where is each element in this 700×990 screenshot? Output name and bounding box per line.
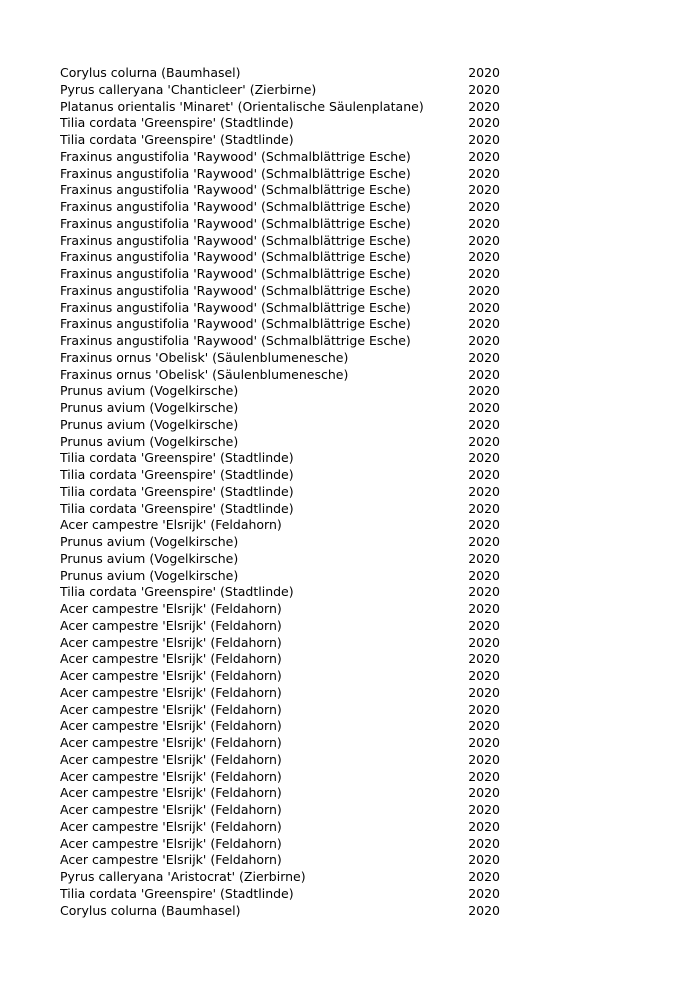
- planting-year: 2020: [468, 567, 500, 583]
- tree-species-name: Fraxinus angustifolia 'Raywood' (Schmalblättrige Esche): [60, 199, 411, 214]
- planting-year: 2020: [468, 534, 500, 549]
- planting-year: 2020: [468, 282, 500, 298]
- planting-year: 2020: [468, 366, 500, 382]
- table-row: [60, 367, 500, 384]
- tree-species-name: Fraxinus angustifolia 'Raywood' (Schmalblättrige Esche): [60, 148, 411, 164]
- planting-year: 2020: [468, 802, 500, 817]
- table-row: [60, 266, 500, 283]
- planting-year: 2020: [468, 416, 500, 432]
- tree-species-name: Acer campestre 'Elsrijk' (Feldahorn): [60, 751, 282, 767]
- table-row: [60, 99, 500, 116]
- table-row: [60, 903, 500, 920]
- tree-species-name: Acer campestre 'Elsrijk' (Feldahorn): [60, 634, 282, 650]
- tree-species-name: Acer campestre 'Elsrijk' (Feldahorn): [60, 617, 282, 633]
- planting-year: 2020: [468, 852, 500, 868]
- tree-species-name: Pyrus calleryana 'Chanticleer' (Zierbirne): [60, 81, 317, 97]
- table-row: [60, 651, 500, 668]
- planting-year: 2020: [468, 333, 500, 348]
- planting-year: 2020: [468, 232, 500, 248]
- table-row: [60, 383, 500, 400]
- tree-species-name: Tilia cordata 'Greenspire' (Stadtlinde): [60, 450, 294, 466]
- tree-species-name: Fraxinus angustifolia 'Raywood' (Schmalblättrige Esche): [60, 249, 411, 265]
- tree-species-name: Tilia cordata 'Greenspire' (Stadtlinde): [60, 115, 294, 131]
- tree-species-name: Prunus avium (Vogelkirsche): [60, 400, 239, 415]
- planting-year: 2020: [468, 500, 500, 516]
- table-row: [60, 718, 500, 735]
- tree-species-name: Acer campestre 'Elsrijk' (Feldahorn): [60, 735, 282, 750]
- planting-year: 2020: [468, 433, 500, 449]
- tree-species-name: Acer campestre 'Elsrijk' (Feldahorn): [60, 601, 282, 616]
- planting-year: 2020: [468, 349, 500, 365]
- table-row: [60, 166, 500, 183]
- table-row: [60, 182, 500, 199]
- tree-species-name: Acer campestre 'Elsrijk' (Feldahorn): [60, 835, 282, 851]
- planting-year: 2020: [468, 902, 500, 918]
- table-row: [60, 199, 500, 216]
- tree-species-name: Tilia cordata 'Greenspire' (Stadtlinde): [60, 885, 294, 901]
- table-row: [60, 785, 500, 802]
- tree-species-name: Pyrus calleryana 'Aristocrat' (Zierbirne): [60, 869, 306, 884]
- planting-year: 2020: [468, 165, 500, 181]
- planting-year: 2020: [468, 215, 500, 231]
- tree-species-name: Fraxinus angustifolia 'Raywood' (Schmalblättrige Esche): [60, 282, 411, 298]
- tree-species-name: Prunus avium (Vogelkirsche): [60, 567, 239, 583]
- table-row: [60, 484, 500, 501]
- table-row: [60, 618, 500, 635]
- table-row: [60, 149, 500, 166]
- table-row: [60, 702, 500, 719]
- table-row: [60, 735, 500, 752]
- table-row: [60, 836, 500, 853]
- tree-species-name: Fraxinus angustifolia 'Raywood' (Schmalblättrige Esche): [60, 182, 411, 198]
- planting-year: 2020: [468, 701, 500, 717]
- tree-species-name: Acer campestre 'Elsrijk' (Feldahorn): [60, 701, 282, 717]
- table-row: [60, 249, 500, 266]
- planting-year: 2020: [468, 182, 500, 198]
- tree-species-name: Acer campestre 'Elsrijk' (Feldahorn): [60, 718, 282, 734]
- table-row: [60, 82, 500, 99]
- planting-year: 2020: [468, 132, 500, 147]
- planting-year: 2020: [468, 768, 500, 784]
- table-row: [60, 584, 500, 601]
- planting-year: 2020: [468, 249, 500, 265]
- planting-year: 2020: [468, 316, 500, 332]
- tree-species-name: Fraxinus angustifolia 'Raywood' (Schmalblättrige Esche): [60, 299, 411, 315]
- planting-year: 2020: [468, 818, 500, 834]
- table-row: [60, 668, 500, 685]
- tree-species-name: Acer campestre 'Elsrijk' (Feldahorn): [60, 517, 282, 533]
- tree-species-name: Acer campestre 'Elsrijk' (Feldahorn): [60, 785, 282, 801]
- planting-year: 2020: [468, 383, 500, 399]
- planting-year: 2020: [468, 115, 500, 131]
- tree-table: [60, 65, 500, 919]
- table-row: [60, 233, 500, 250]
- planting-year: 2020: [468, 584, 500, 600]
- table-row: [60, 450, 500, 467]
- tree-species-name: Acer campestre 'Elsrijk' (Feldahorn): [60, 668, 282, 683]
- table-row: [60, 283, 500, 300]
- table-row: [60, 551, 500, 568]
- planting-year: 2020: [468, 199, 500, 214]
- table-row: [60, 333, 500, 350]
- table-row: [60, 635, 500, 652]
- tree-species-name: Acer campestre 'Elsrijk' (Feldahorn): [60, 768, 282, 784]
- planting-year: 2020: [468, 601, 500, 616]
- planting-year: 2020: [468, 467, 500, 482]
- tree-species-name: Acer campestre 'Elsrijk' (Feldahorn): [60, 802, 282, 817]
- table-row: [60, 752, 500, 769]
- tree-species-name: Tilia cordata 'Greenspire' (Stadtlinde): [60, 467, 294, 482]
- table-row: [60, 685, 500, 702]
- planting-year: 2020: [468, 835, 500, 851]
- planting-year: 2020: [468, 885, 500, 901]
- tree-species-name: Fraxinus angustifolia 'Raywood' (Schmalblättrige Esche): [60, 165, 411, 181]
- tree-species-name: Prunus avium (Vogelkirsche): [60, 383, 239, 399]
- table-row: [60, 886, 500, 903]
- tree-species-name: Platanus orientalis 'Minaret' (Orientalische Säulenplatane): [60, 98, 424, 114]
- table-row: [60, 769, 500, 786]
- planting-year: 2020: [468, 684, 500, 700]
- planting-year: 2020: [468, 617, 500, 633]
- tree-species-name: Acer campestre 'Elsrijk' (Feldahorn): [60, 651, 282, 667]
- tree-species-name: Corylus colurna (Baumhasel): [60, 902, 241, 918]
- planting-year: 2020: [468, 718, 500, 734]
- tree-species-name: Acer campestre 'Elsrijk' (Feldahorn): [60, 818, 282, 834]
- planting-year: 2020: [468, 450, 500, 466]
- planting-year: 2020: [468, 400, 500, 415]
- planting-year: 2020: [468, 751, 500, 767]
- tree-species-name: Tilia cordata 'Greenspire' (Stadtlinde): [60, 132, 294, 147]
- table-row: [60, 852, 500, 869]
- table-row: [60, 417, 500, 434]
- tree-species-name: Fraxinus angustifolia 'Raywood' (Schmalblättrige Esche): [60, 266, 411, 281]
- table-row: [60, 400, 500, 417]
- planting-year: 2020: [468, 266, 500, 281]
- table-row: [60, 316, 500, 333]
- planting-year: 2020: [468, 81, 500, 97]
- planting-year: 2020: [468, 651, 500, 667]
- planting-year: 2020: [468, 634, 500, 650]
- table-row: [60, 869, 500, 886]
- tree-species-name: Fraxinus angustifolia 'Raywood' (Schmalblättrige Esche): [60, 316, 411, 332]
- planting-year: 2020: [468, 785, 500, 801]
- planting-year: 2020: [468, 668, 500, 683]
- table-row: [60, 350, 500, 367]
- planting-year: 2020: [468, 483, 500, 499]
- table-row: [60, 501, 500, 518]
- tree-species-name: Tilia cordata 'Greenspire' (Stadtlinde): [60, 584, 294, 600]
- planting-year: 2020: [468, 98, 500, 114]
- tree-species-name: Tilia cordata 'Greenspire' (Stadtlinde): [60, 500, 294, 516]
- table-row: [60, 819, 500, 836]
- planting-year: 2020: [468, 299, 500, 315]
- tree-species-name: Prunus avium (Vogelkirsche): [60, 534, 239, 549]
- tree-species-name: Fraxinus angustifolia 'Raywood' (Schmalblättrige Esche): [60, 333, 411, 348]
- tree-species-name: Fraxinus angustifolia 'Raywood' (Schmalblättrige Esche): [60, 232, 411, 248]
- table-row: [60, 115, 500, 132]
- tree-species-name: Acer campestre 'Elsrijk' (Feldahorn): [60, 684, 282, 700]
- tree-species-name: Tilia cordata 'Greenspire' (Stadtlinde): [60, 483, 294, 499]
- planting-year: 2020: [468, 869, 500, 884]
- table-row: [60, 434, 500, 451]
- tree-species-name: Fraxinus ornus 'Obelisk' (Säulenblumenesche): [60, 349, 349, 365]
- planting-year: 2020: [468, 148, 500, 164]
- tree-species-name: Acer campestre 'Elsrijk' (Feldahorn): [60, 852, 282, 868]
- tree-species-name: Fraxinus ornus 'Obelisk' (Säulenblumenesche): [60, 366, 349, 382]
- table-row: [60, 216, 500, 233]
- tree-species-name: Prunus avium (Vogelkirsche): [60, 416, 239, 432]
- table-row: [60, 534, 500, 551]
- tree-species-name: Fraxinus angustifolia 'Raywood' (Schmalblättrige Esche): [60, 215, 411, 231]
- planting-year: 2020: [468, 517, 500, 533]
- planting-year: 2020: [468, 65, 500, 80]
- table-row: [60, 132, 500, 149]
- tree-species-name: Prunus avium (Vogelkirsche): [60, 550, 239, 566]
- table-row: [60, 802, 500, 819]
- tree-species-name: Corylus colurna (Baumhasel): [60, 65, 241, 80]
- table-row: [60, 517, 500, 534]
- table-row: [60, 601, 500, 618]
- table-row: [60, 568, 500, 585]
- table-row: [60, 467, 500, 484]
- table-row: [60, 300, 500, 317]
- tree-species-name: Prunus avium (Vogelkirsche): [60, 433, 239, 449]
- table-row: [60, 65, 500, 82]
- planting-year: 2020: [468, 550, 500, 566]
- planting-year: 2020: [468, 735, 500, 750]
